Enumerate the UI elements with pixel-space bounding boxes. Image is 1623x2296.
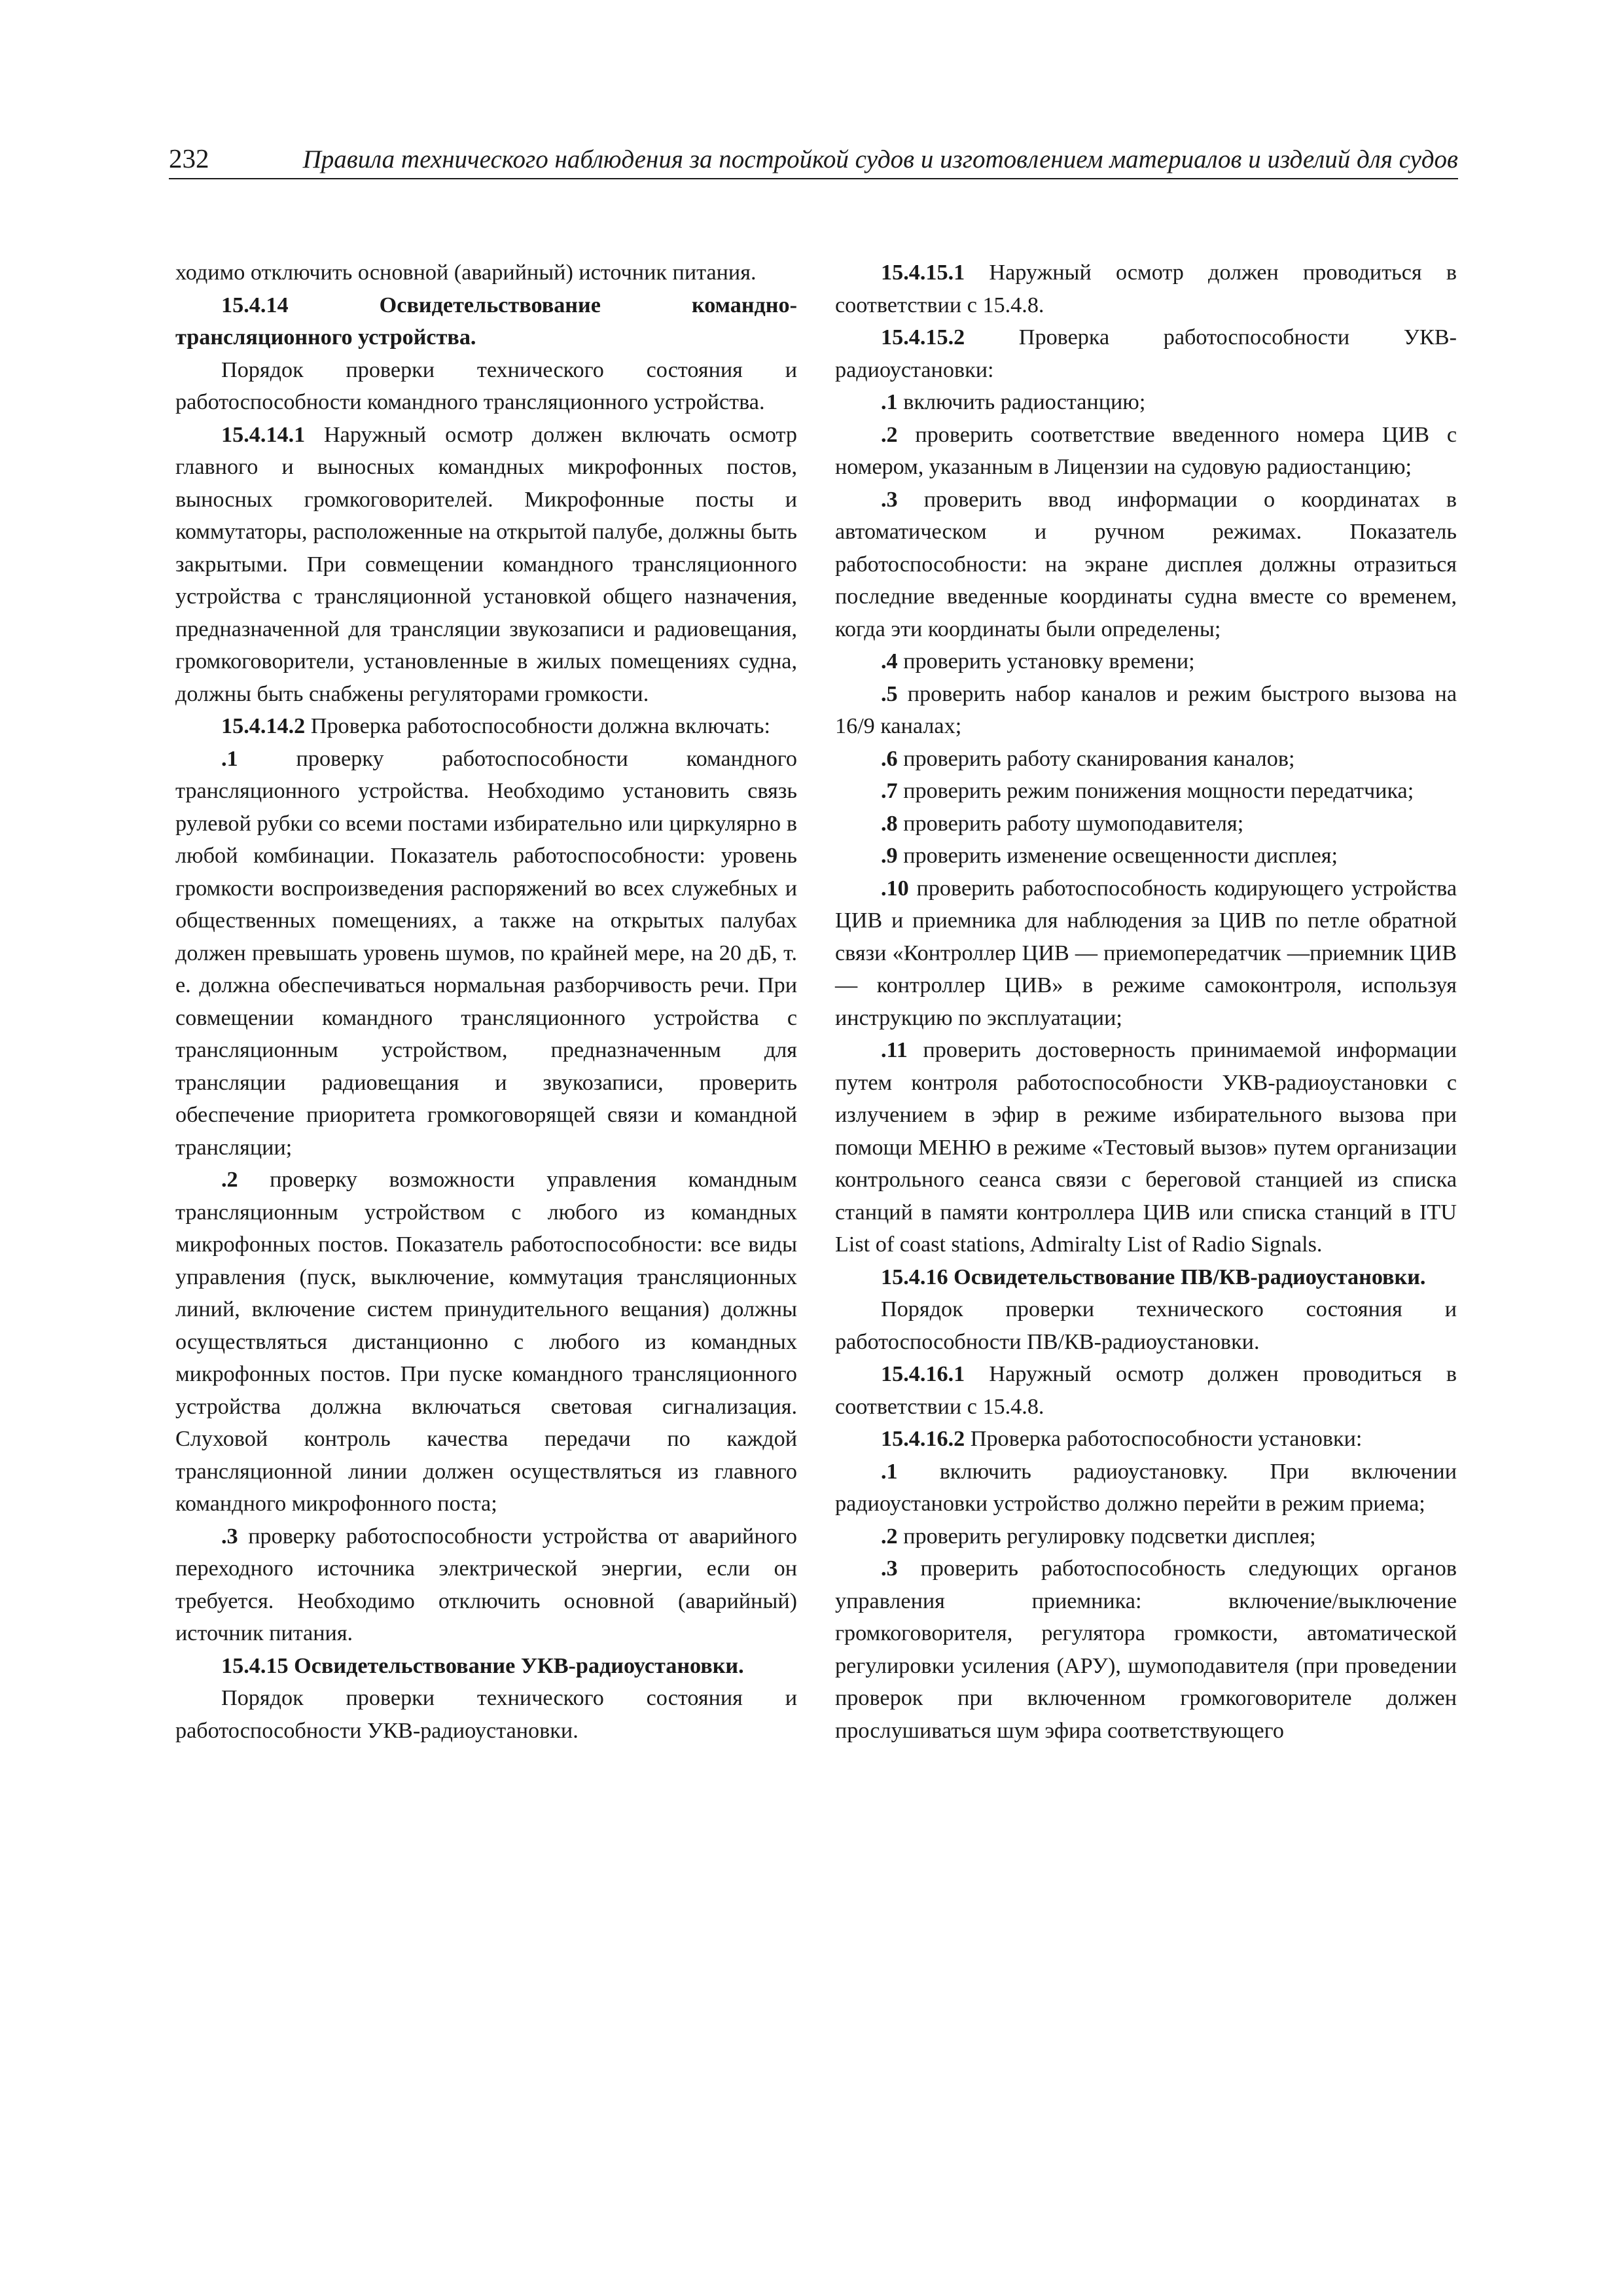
list-item: .3 проверить ввод информации о координатах в автоматическом и ручном режимах. Показатель работоспособности: на экране дисплея должны отразиться последние введенные координаты судна вместе со временем, когда эти координаты были определены; — [835, 487, 1457, 641]
left-column — [175, 257, 797, 1747]
list-item: .2 проверить регулировку подсветки дисплея; — [881, 1524, 1316, 1549]
right-column — [835, 257, 1457, 1747]
page-number: 232 — [169, 143, 209, 173]
list-item: .3 проверку работоспособности устройства от аварийного переходного источника электрической энергии, если он требуется. Необходимо отключить основной (аварийный) источник питания. — [175, 1524, 797, 1645]
paragraph: ходимо отключить основной (аварийный) источник питания. — [175, 260, 757, 285]
paragraph: 15.4.14.1 Наружный осмотр должен включать осмотр главного и выносных командных микрофонных постов, выносных громкоговорителей. Микрофонные посты и коммутаторы, расположенные на открытой палубе, должны быть закрытыми. При совмещении командного трансляционного устройства с трансляционной установкой общего назначения, предназначенной для трансляции звукозаписи и радиовещания, громкоговорители, установленные в жилых помещениях судна, должны быть снабжены регуляторами громкости. — [175, 422, 797, 706]
section-heading: 15.4.16 Освидетельствование ПВ/КВ-радиоустановки. — [881, 1265, 1426, 1289]
list-item: .3 проверить работоспособность следующих органов управления приемника: включение/выключение громкоговорителя, регулятора громкости, автоматической регулировки усиления (АРУ), шумоподавителя (при проведении проверок при включенном громкоговорителе должен прослушиваться шум эфира соответствующего — [835, 1556, 1457, 1743]
list-item: .10 проверить работоспособность кодирующего устройства ЦИВ и приемника для наблюдения за ЦИВ по петле обратной связи «Контроллер ЦИВ — приемопередатчик —приемник ЦИВ — контроллер ЦИВ» в режиме самоконтроля, используя инструкцию по эксплуатации; — [835, 876, 1457, 1030]
list-item: .7 проверить режим понижения мощности передатчика; — [881, 779, 1414, 803]
running-header — [169, 143, 1458, 179]
section-heading: 15.4.15 Освидетельствование УКВ-радиоустановки. — [221, 1653, 744, 1678]
paragraph: Порядок проверки технического состояния и работоспособности УКВ-радиоустановки. — [175, 1686, 797, 1743]
list-item: .6 проверить работу сканирования каналов; — [881, 746, 1295, 771]
list-item: .11 проверить достоверность принимаемой информации путем контроля работоспособности УКВ-радиоустановки с излучением в эфир в режиме избирательного вызова при помощи МЕНЮ в режиме «Тестовый вызов» путем организации контрольного сеанса связи с береговой станцией из списка станций в памяти контроллера ЦИВ или списка станций в ITU List of coast stations, Admiralty List of Radio Signals. — [835, 1038, 1457, 1257]
list-item: .8 проверить работу шумоподавителя; — [881, 811, 1244, 836]
paragraph: 15.4.15.1 Наружный осмотр должен проводиться в соответствии с 15.4.8. — [835, 260, 1457, 317]
list-item: .1 включить радиостанцию; — [881, 390, 1146, 414]
list-item: .9 проверить изменение освещенности дисплея; — [881, 844, 1338, 868]
list-item: .2 проверить соответствие введенного номера ЦИВ с номером, указанным в Лицензии на судовую радиостанцию; — [835, 422, 1457, 479]
paragraph: Порядок проверки технического состояния и работоспособности ПВ/КВ-радиоустановки. — [835, 1297, 1457, 1354]
list-item: .2 проверку возможности управления командным трансляционным устройством с любого из командных микрофонных постов. Показатель работоспособности: все виды управления (пуск, выключение, коммутация трансляционных линий, включение систем принудительного вещания) должны осуществляться дистанционно с любого из командных микрофонных постов. При пуске командного трансляционного устройства должна включаться световая сигнализация. Слуховой контроль качества передачи по каждой трансляционной линии должен осуществляться из главного командного микрофонного поста; — [175, 1168, 797, 1516]
paragraph: 15.4.16.1 Наружный осмотр должен проводиться в соответствии с 15.4.8. — [835, 1362, 1457, 1419]
paragraph: 15.4.16.2 Проверка работоспособности установки: — [881, 1427, 1363, 1451]
list-item: .1 включить радиоустановку. При включении радиоустановки устройство должно перейти в режим приема; — [835, 1459, 1457, 1516]
paragraph: Порядок проверки технического состояния и работоспособности командного трансляционного устройства. — [175, 357, 797, 414]
list-item: .5 проверить набор каналов и режим быстрого вызова на 16/9 каналах; — [835, 681, 1457, 738]
paragraph: 15.4.15.2 Проверка работоспособности УКВ-радиоустановки: — [835, 325, 1457, 382]
paragraph: 15.4.14.2 Проверка работоспособности должна включать: — [221, 714, 770, 738]
section-heading: 15.4.14 Освидетельствование командно-трансляционного устройства. — [175, 293, 797, 350]
running-title: Правила технического наблюдения за постройкой судов и изготовлением материалов и изделий для судов — [302, 145, 1458, 173]
list-item: .4 проверить установку времени; — [881, 649, 1195, 673]
list-item: .1 проверку работоспособности командного трансляционного устройства. Необходимо установить связь рулевой рубки со всеми постами избирательно или циркулярно в любой комбинации. Показатель работоспособности: уровень громкости воспроизведения распоряжений во всех служебных и общественных помещениях, а также на открытых палубах должен превышать уровень шумов, по крайней мере, на 20 дБ, т. е. должна обеспечиваться нормальная разборчивость речи. При совмещении командного трансляционного устройства с трансляционным устройством, предназначенным для трансляции радиовещания и звукозаписи, проверить обеспечение приоритета громкоговорящей связи и командной трансляции; — [175, 746, 797, 1160]
